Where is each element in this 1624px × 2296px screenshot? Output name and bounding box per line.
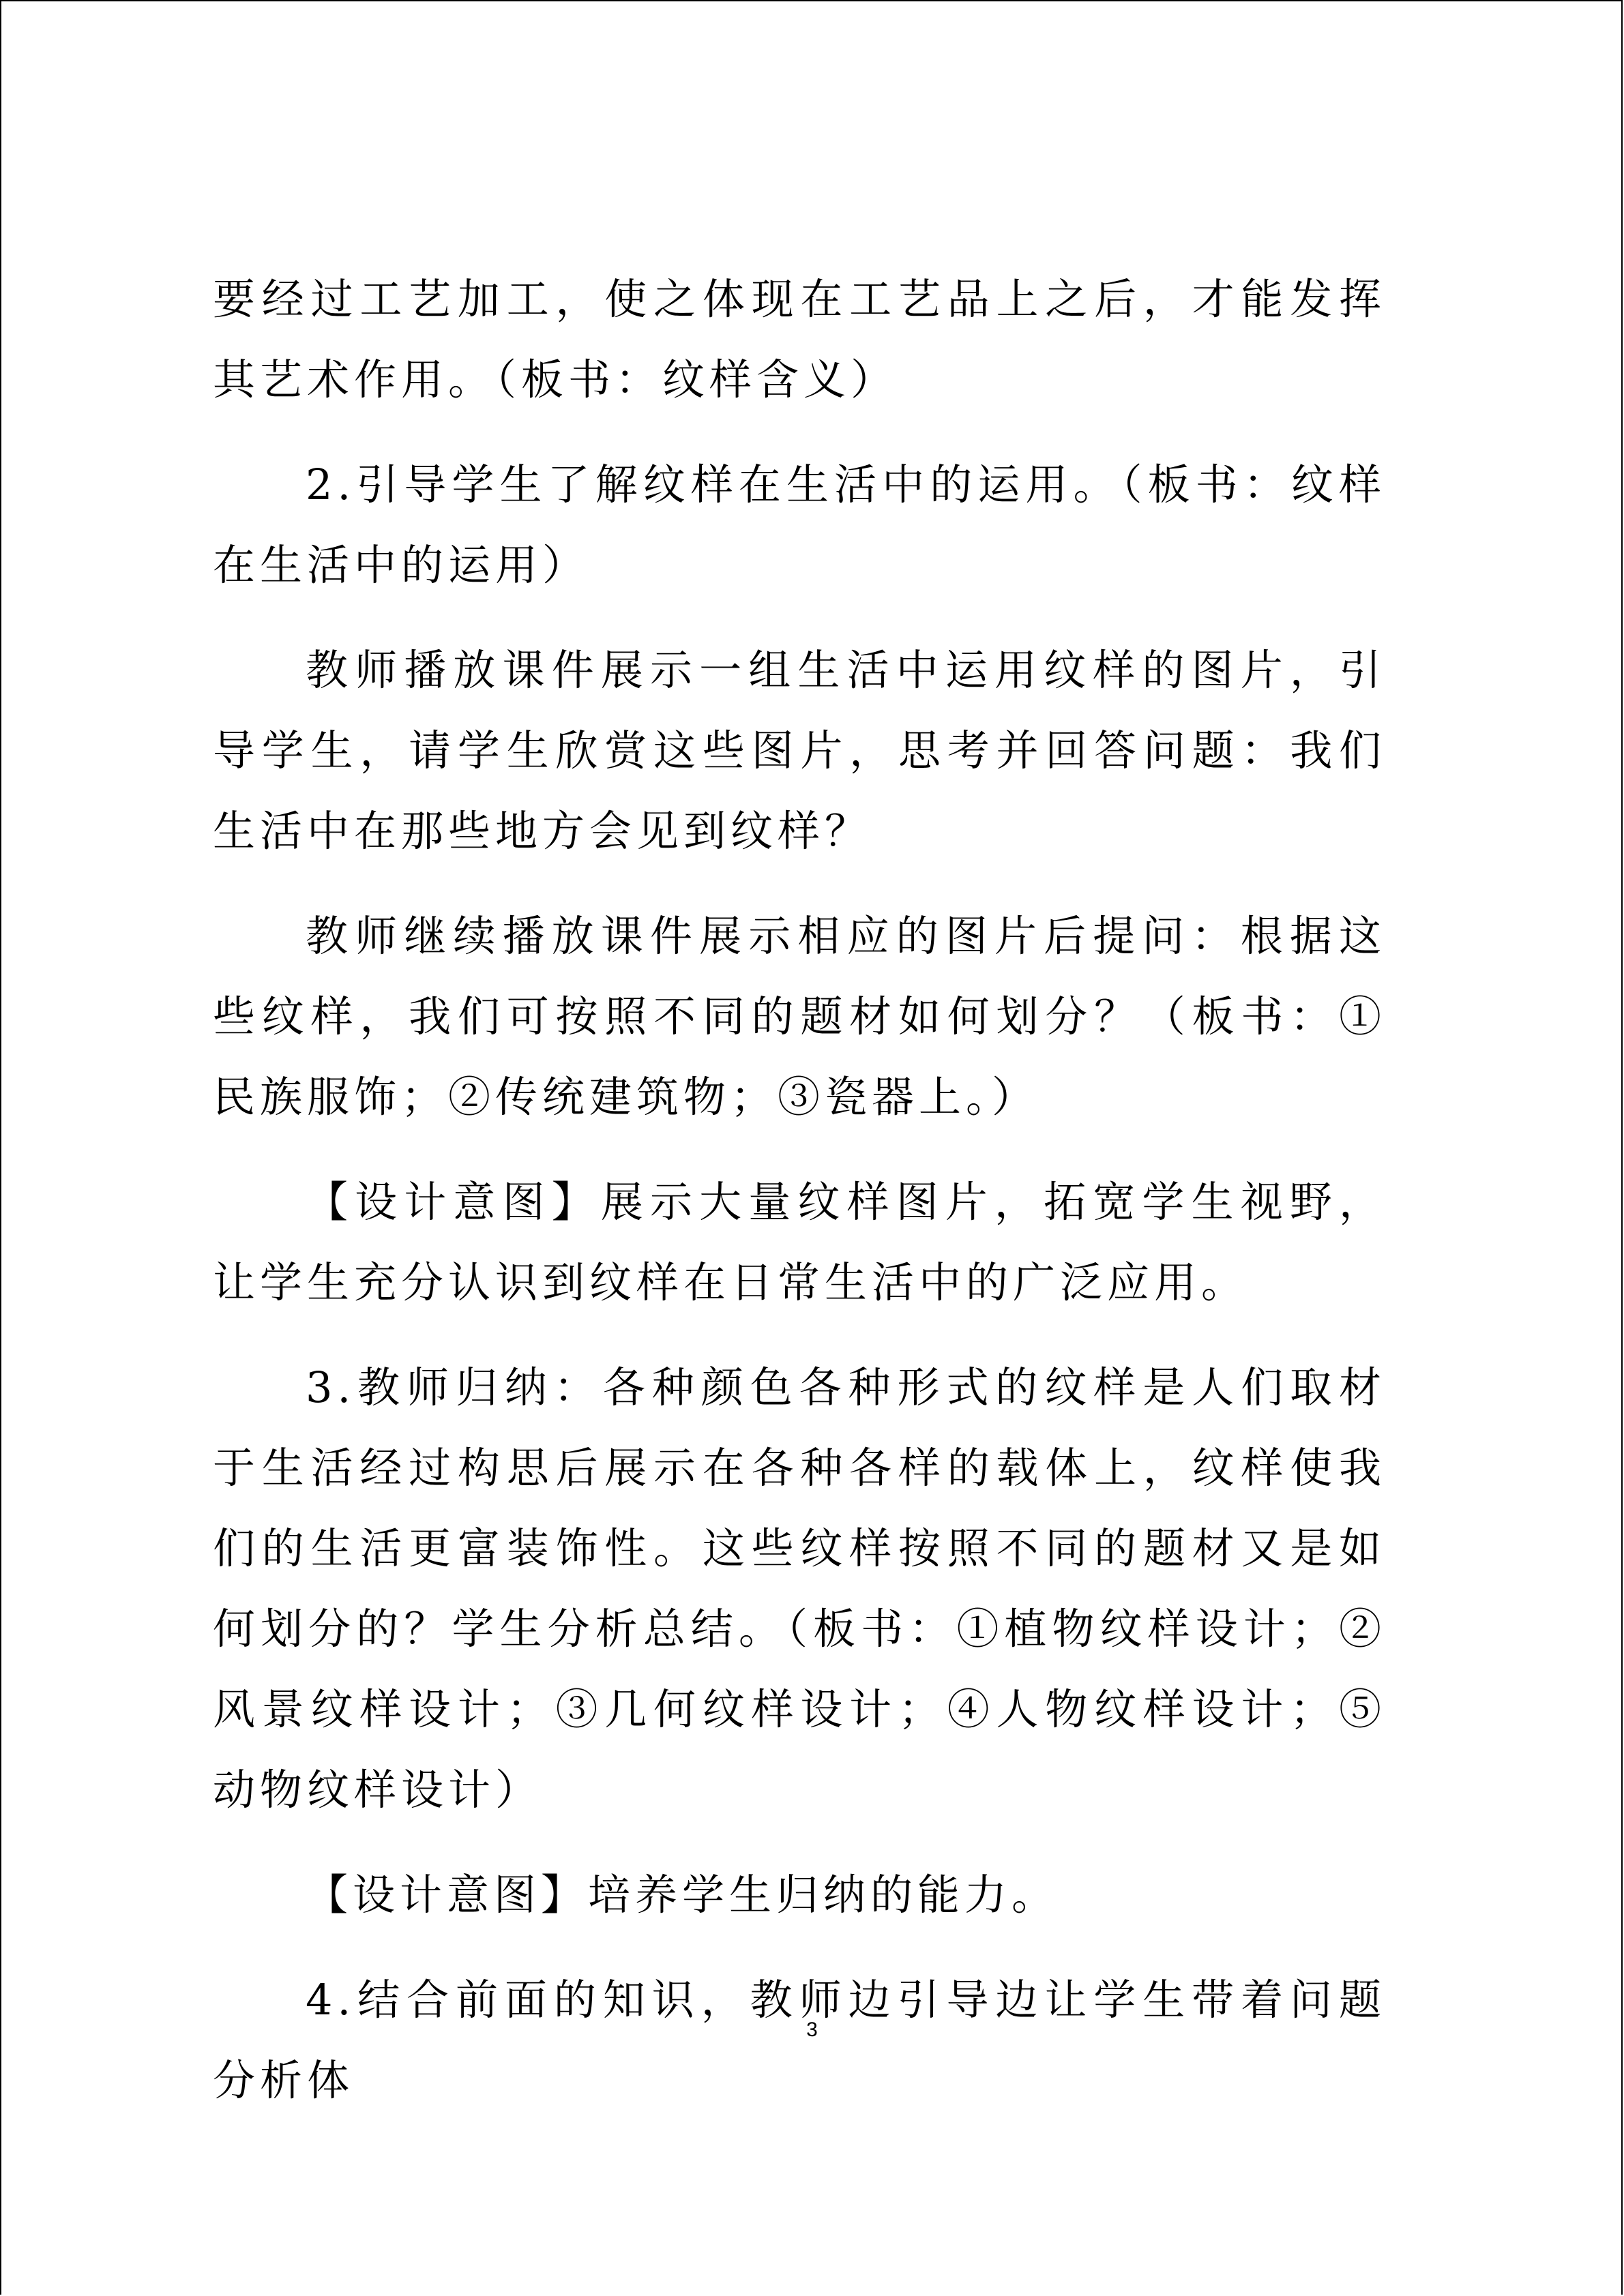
paragraph-design-intent-2: 【设计意图】培养学生归纳的能力。 bbox=[306, 1870, 1059, 1920]
paragraph-teacher-question: 教师继续播放课件展示相应的图片后提问：根据这些纹样，我们可按照不同的题材如何划分？（板书：①民族服饰；②传统建筑物；③瓷器上。） bbox=[213, 911, 1386, 1122]
paragraph-item-2: 2.引导学生了解纹样在生活中的运用。（板书：纹样在生活中的运用） bbox=[213, 460, 1386, 590]
paragraph-item-4: 4.结合前面的知识，教师边引导边让学生带着问题分析体 bbox=[213, 1975, 1386, 2105]
paragraph-teacher-show: 教师播放课件展示一组生活中运用纹样的图片，引导学生，请学生欣赏这些图片，思考并回答问题：我们生活中在那些地方会见到纹样？ bbox=[213, 645, 1386, 856]
paragraph-design-intent-1: 【设计意图】展示大量纹样图片，拓宽学生视野，让学生充分认识到纹样在日常生活中的广泛应用。 bbox=[213, 1177, 1386, 1307]
paragraph-continuation: 要经过工艺加工，使之体现在工艺品上之后，才能发挥其艺术作用。（板书：纹样含义） bbox=[213, 274, 1386, 404]
document-body bbox=[213, 259, 1386, 2121]
paragraph-item-3: 3.教师归纳：各种颜色各种形式的纹样是人们取材于生活经过构思后展示在各种各样的载体上，纹样使我们的生活更富装饰性。这些纹样按照不同的题材又是如何划分的？学生分析总结。（板书：①植物纹样设计；②风景纹样设计；③几何纹样设计；④人物纹样设计；⑤动物纹样设计） bbox=[213, 1362, 1386, 1815]
page-number: 3 bbox=[806, 2018, 818, 2041]
